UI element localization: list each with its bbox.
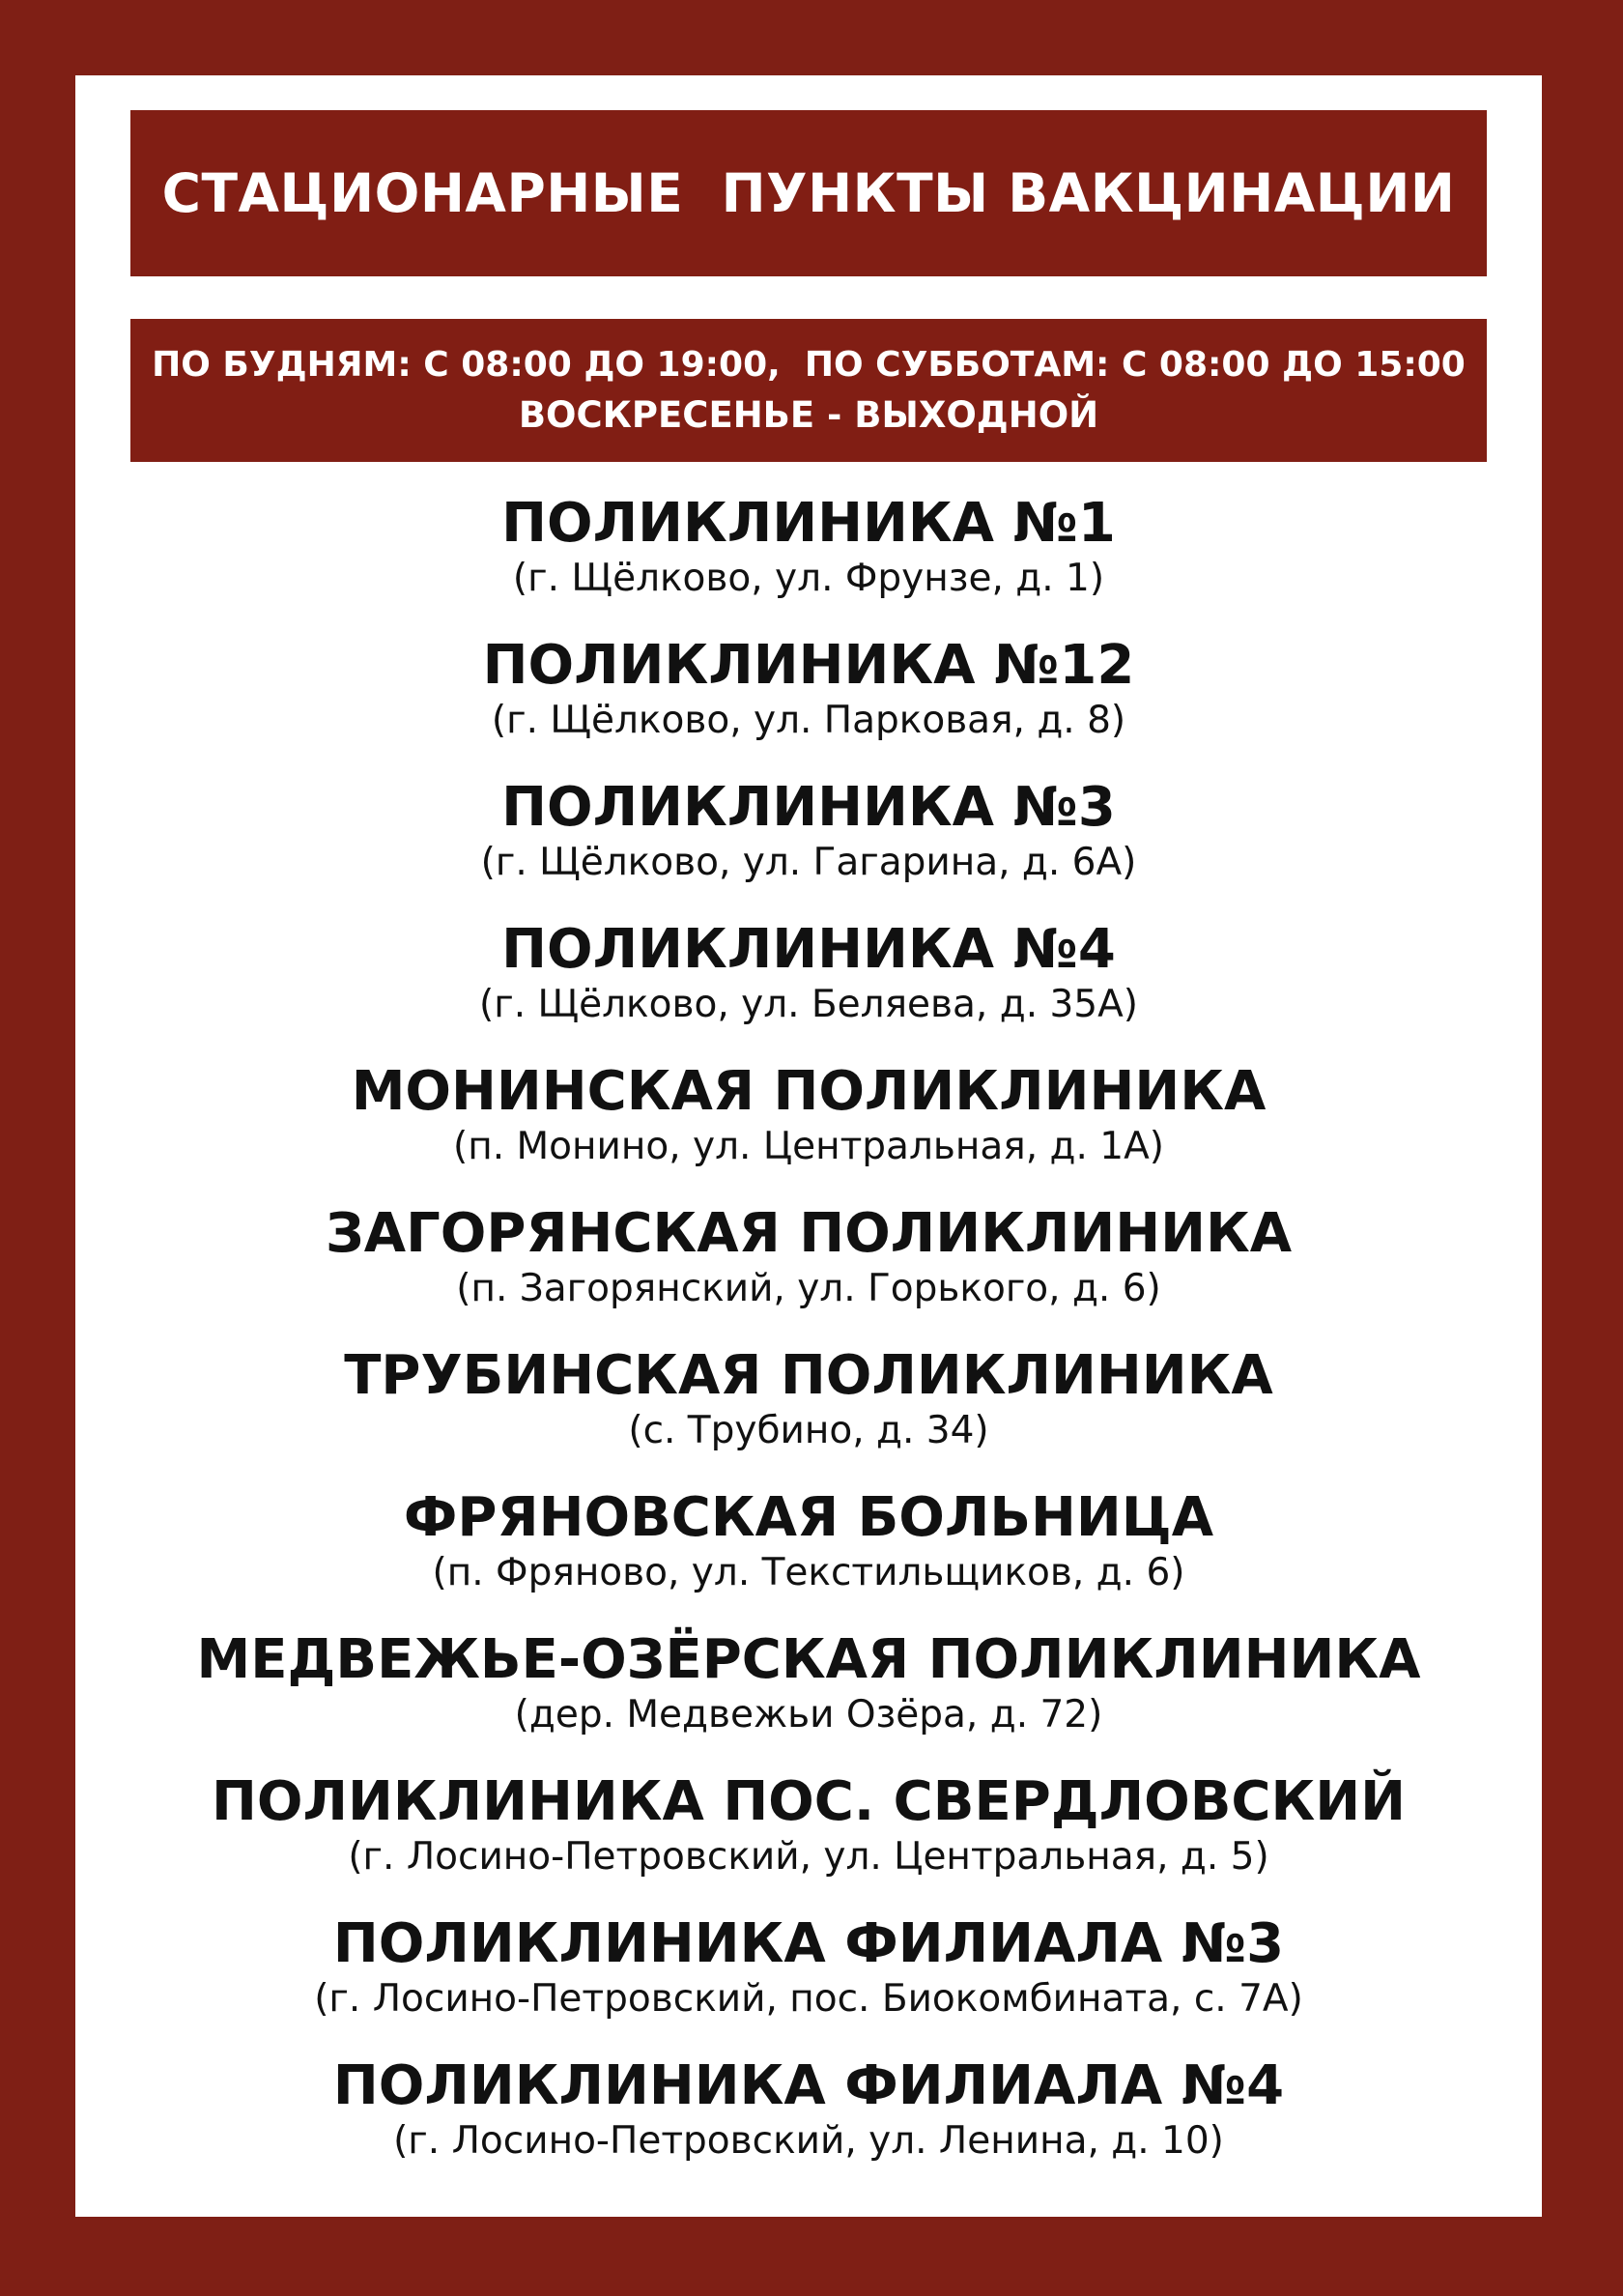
clinic-address: (г. Щёлково, ул. Гагарина, д. 6А)	[480, 841, 1137, 884]
clinic-name: МОНИНСКАЯ ПОЛИКЛИНИКА	[351, 1060, 1267, 1123]
schedule-weekdays-saturday: ПО БУДНЯМ: С 08:00 ДО 19:00, ПО СУББОТАМ: С 08:00 ДО 15:00	[152, 345, 1466, 385]
list-item	[75, 1345, 1542, 1487]
list-item	[75, 1629, 1542, 1771]
clinic-address: (п. Загорянский, ул. Горького, д. 6)	[456, 1267, 1161, 1310]
list-item	[75, 635, 1542, 777]
clinic-address: (г. Лосино-Петровский, ул. Центральная, д. 5)	[348, 1835, 1269, 1879]
list-item	[75, 1771, 1542, 1913]
clinic-address: (п. Фряново, ул. Текстильщиков, д. 6)	[432, 1551, 1185, 1594]
clinic-name: ПОЛИКЛИНИКА ФИЛИАЛА №4	[332, 2054, 1285, 2117]
clinic-address: (г. Лосино-Петровский, пос. Биокомбината, с. 7А)	[314, 1977, 1303, 2021]
clinic-name: ТРУБИНСКАЯ ПОЛИКЛИНИКА	[344, 1344, 1273, 1407]
poster	[75, 75, 1542, 2217]
clinic-name: ПОЛИКЛИНИКА ФИЛИАЛА №3	[332, 1912, 1285, 1975]
clinic-address: (г. Лосино-Петровский, ул. Ленина, д. 10)	[393, 2119, 1224, 2163]
clinic-address: (с. Трубино, д. 34)	[628, 1409, 989, 1452]
clinic-address: (дер. Медвежьи Озёра, д. 72)	[514, 1693, 1103, 1736]
schedule-sunday: ВОСКРЕСЕНЬЕ - ВЫХОДНОЙ	[518, 394, 1099, 436]
clinic-address: (п. Монино, ул. Центральная, д. 1А)	[453, 1125, 1164, 1168]
clinic-name: ПОЛИКЛИНИКА №12	[482, 634, 1135, 697]
clinic-address: (г. Щёлково, ул. Фрунзе, д. 1)	[512, 557, 1105, 600]
list-item	[75, 777, 1542, 919]
clinic-name: ПОЛИКЛИНИКА №1	[501, 492, 1116, 555]
clinic-name: ПОЛИКЛИНИКА №3	[501, 776, 1116, 839]
clinic-address: (г. Щёлково, ул. Беляева, д. 35А)	[478, 983, 1139, 1026]
clinic-name: ФРЯНОВСКАЯ БОЛЬНИЦА	[403, 1486, 1214, 1549]
list-item	[75, 919, 1542, 1061]
page-title: СТАЦИОНАРНЫЕ ПУНКТЫ ВАКЦИНАЦИИ	[161, 162, 1456, 224]
list-item	[75, 2055, 1542, 2197]
clinic-list	[75, 493, 1542, 2197]
clinic-name: МЕДВЕЖЬЕ-ОЗЁРСКАЯ ПОЛИКЛИНИКА	[196, 1628, 1421, 1691]
list-item	[75, 1913, 1542, 2055]
clinic-name: ПОЛИКЛИНИКА ПОС. СВЕРДЛОВСКИЙ	[211, 1770, 1407, 1833]
list-item	[75, 1487, 1542, 1629]
title-banner	[130, 110, 1487, 276]
list-item	[75, 1203, 1542, 1345]
clinic-name: ПОЛИКЛИНИКА №4	[501, 918, 1116, 981]
list-item	[75, 1061, 1542, 1203]
list-item	[75, 493, 1542, 635]
clinic-address: (г. Щёлково, ул. Парковая, д. 8)	[491, 699, 1126, 742]
schedule-banner	[130, 319, 1487, 462]
clinic-name: ЗАГОРЯНСКАЯ ПОЛИКЛИНИКА	[325, 1202, 1293, 1265]
